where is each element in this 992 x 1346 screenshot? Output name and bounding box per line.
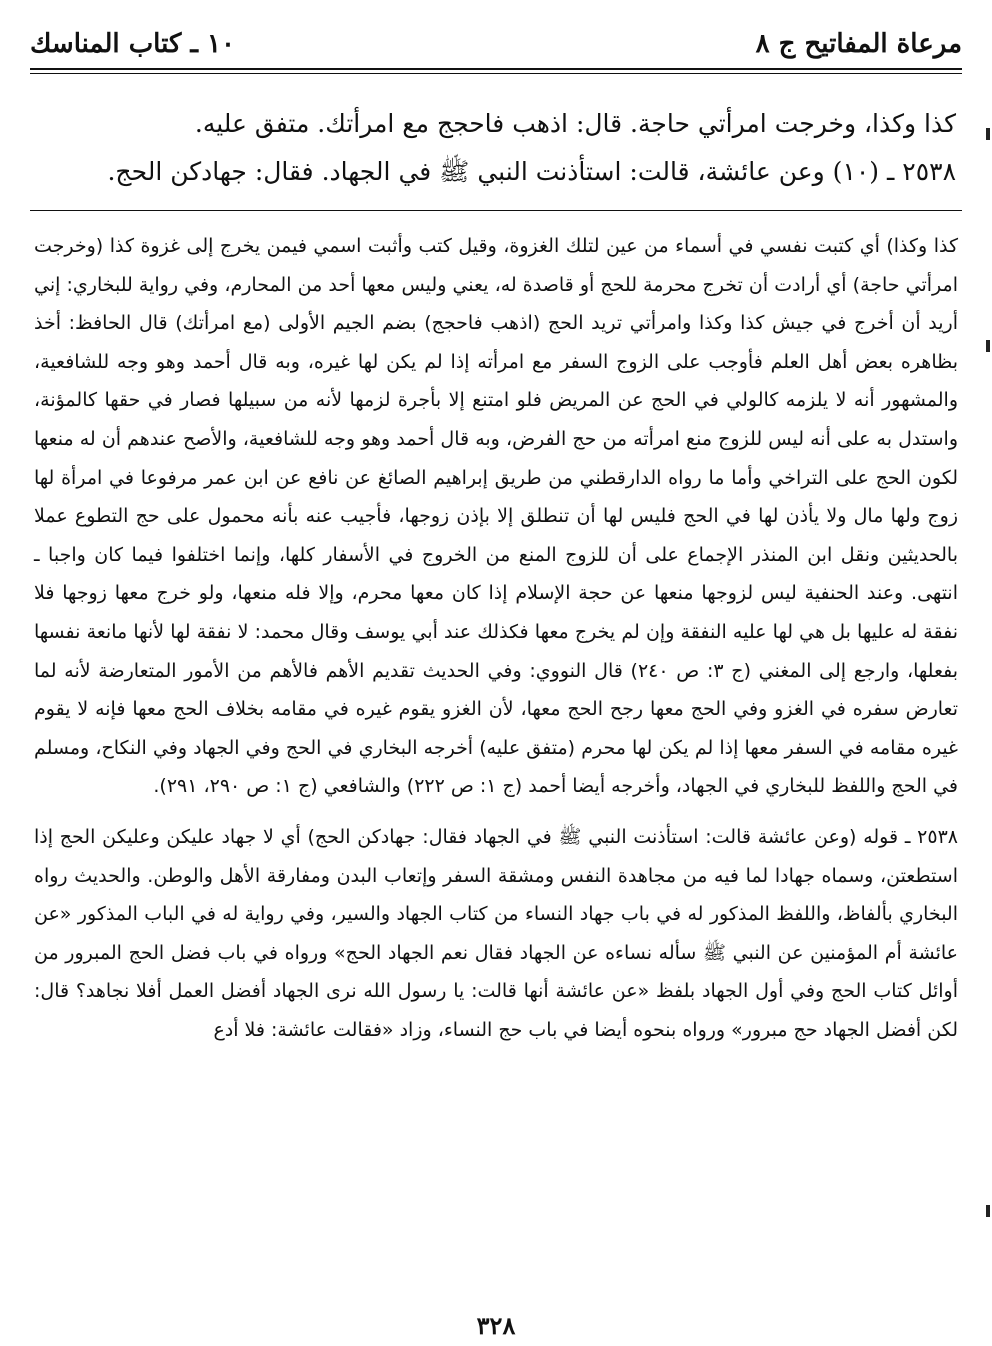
commentary-text (30, 227, 962, 1049)
hadith-line-1: كذا وكذا، وخرجت امرأتي حاجة. قال: اذهب فاحجج مع امرأتك. متفق عليه. (194, 109, 956, 138)
document-page (30, 22, 962, 1322)
page-number: ٣٢٨ (476, 1311, 516, 1340)
running-title-left: ١٠ ـ كتاب المناسك (30, 29, 235, 59)
scan-edge-mark (986, 340, 990, 352)
commentary-paragraph-1: كذا وكذا) أي كتبت نفسي في أسماء من عين لتلك الغزوة، وقيل كتب وأثبت اسمي فيمن يخرج إلى غزوة كذا (وخرجت امرأتي حاجة) أي أرادت أن تخرج محرمة للحج أو قاصدة له، يعني وليس معها أحد من المحارم، وفي رواية للبخاري: إني أريد أن أخرج في جيش كذا وكذا وامرأتي تريد الحج (اذهب فاحجج) بضم الجيم الأولى (مع امرأتك) قال الحافظ: أخذ بظاهره بعض أهل العلم فأوجب على الزوج السفر مع امرأته إذا لم يكن لها غيره، وبه قال أحمد وهو وجه للشافعية، والمشهور أنه لا يلزمه كالولي في الحج عن المريض فلو امتنع إلا بأجرة لزمها لأنه من سبيلها فصار في حقها كالمؤنة، واستدل به على أنه ليس للزوج منع امرأته من حج الفرض، وبه قال أحمد وهو وجه للشافعية، والأصح عندهم أن له منعها لكون الحج على التراخي وأما ما رواه الدارقطني من طريق إبراهيم الصائغ عن نافع عن ابن عمر مرفوعا في امرأة لها زوج ولها مال ولا يأذن لها في الحج فليس لها أن تنطلق إلا بإذن زوجها، فأجيب عنه بأنه محمول على حج التطوع عملا بالحديثين ونقل ابن المنذر الإجماع على أن للزوج المنع من الخروج في الأسفار كلها، وإنما اختلفوا فيما كان واجبا ـ انتهى. وعند الحنفية ليس لزوجها منعها عن حجة الإسلام إذا كان معها محرم، وإلا فله منعها، ولو خرج معها زوجها فلا نفقة له عليها بل هي لها عليه النفقة وإن لم يخرج معها فكذلك عند أبي يوسف وقال محمد: لا نفقة لها لأنها مانعة نفسها بفعلها، وارجع إلى المغني (ج ٣: ص ٢٤٠) قال النووي: وفي الحديث تقديم الأهم فالأهم من الأمور المتعارضة لأنه لما تعارض سفره في الغزو وفي الحج معها رجح الحج معها، لأن الغزو يقوم غيره في مقامه بخلاف الحج معها فإنه لا يقوم غيره مقامه في السفر معها إذا لم يكن لها محرم (متفق عليه) أخرجه البخاري في الحج وفي الجهاد وفي النكاح، ومسلم في الحج واللفظ للبخاري في الجهاد، وأخرجه أيضا أحمد (ج ١: ص ٢٢٢) والشافعي (ج ١: ص ٢٩٠، ٢٩١). (34, 235, 959, 798)
hadith-text (30, 100, 962, 196)
section-divider (30, 210, 962, 211)
header-rule (30, 68, 962, 74)
commentary-paragraph-2: ٢٥٣٨ ـ قوله (وعن عائشة قالت: استأذنت النبي ﷺ في الجهاد فقال: جهادكن الحج) أي لا جهاد عليكن وعليكن الحج إذا استطعتن، وسماه جهادا لما فيه من مجاهدة النفس ومشقة السفر وإتعاب البدن ومفارقة الأهل والوطن. والحديث رواه البخاري بألفاظ، واللفظ المذكور له في باب جهاد النساء من كتاب الجهاد والسير، وفي رواية له في الباب المذكور «عن عائشة أم المؤمنين عن النبي ﷺ سأله نساءه عن الجهاد فقال نعم الجهاد الحج» ورواه في باب فضل الحج المبرور من أوائل كتاب الحج وفي أول الجهاد بلفظ «عن عائشة أنها قالت: يا رسول الله نرى الجهاد أفضل العمل أفلا نجاهد؟ قال: لكن أفضل الجهاد حج مبرور» ورواه بنحوه أيضا في باب حج النساء، وزاد «فقالت عائشة: فلا أدع (34, 825, 958, 1041)
page-header (30, 22, 962, 64)
running-title-right: مرعاة المفاتيح ج ٨ (755, 29, 962, 59)
scan-edge-mark (986, 1205, 990, 1217)
scan-edge-mark (986, 128, 990, 140)
hadith-line-2: ٢٥٣٨ ـ (١٠) وعن عائشة، قالت: استأذنت النبي ﷺ في الجهاد. فقال: جهادكن الحج. (107, 157, 956, 186)
